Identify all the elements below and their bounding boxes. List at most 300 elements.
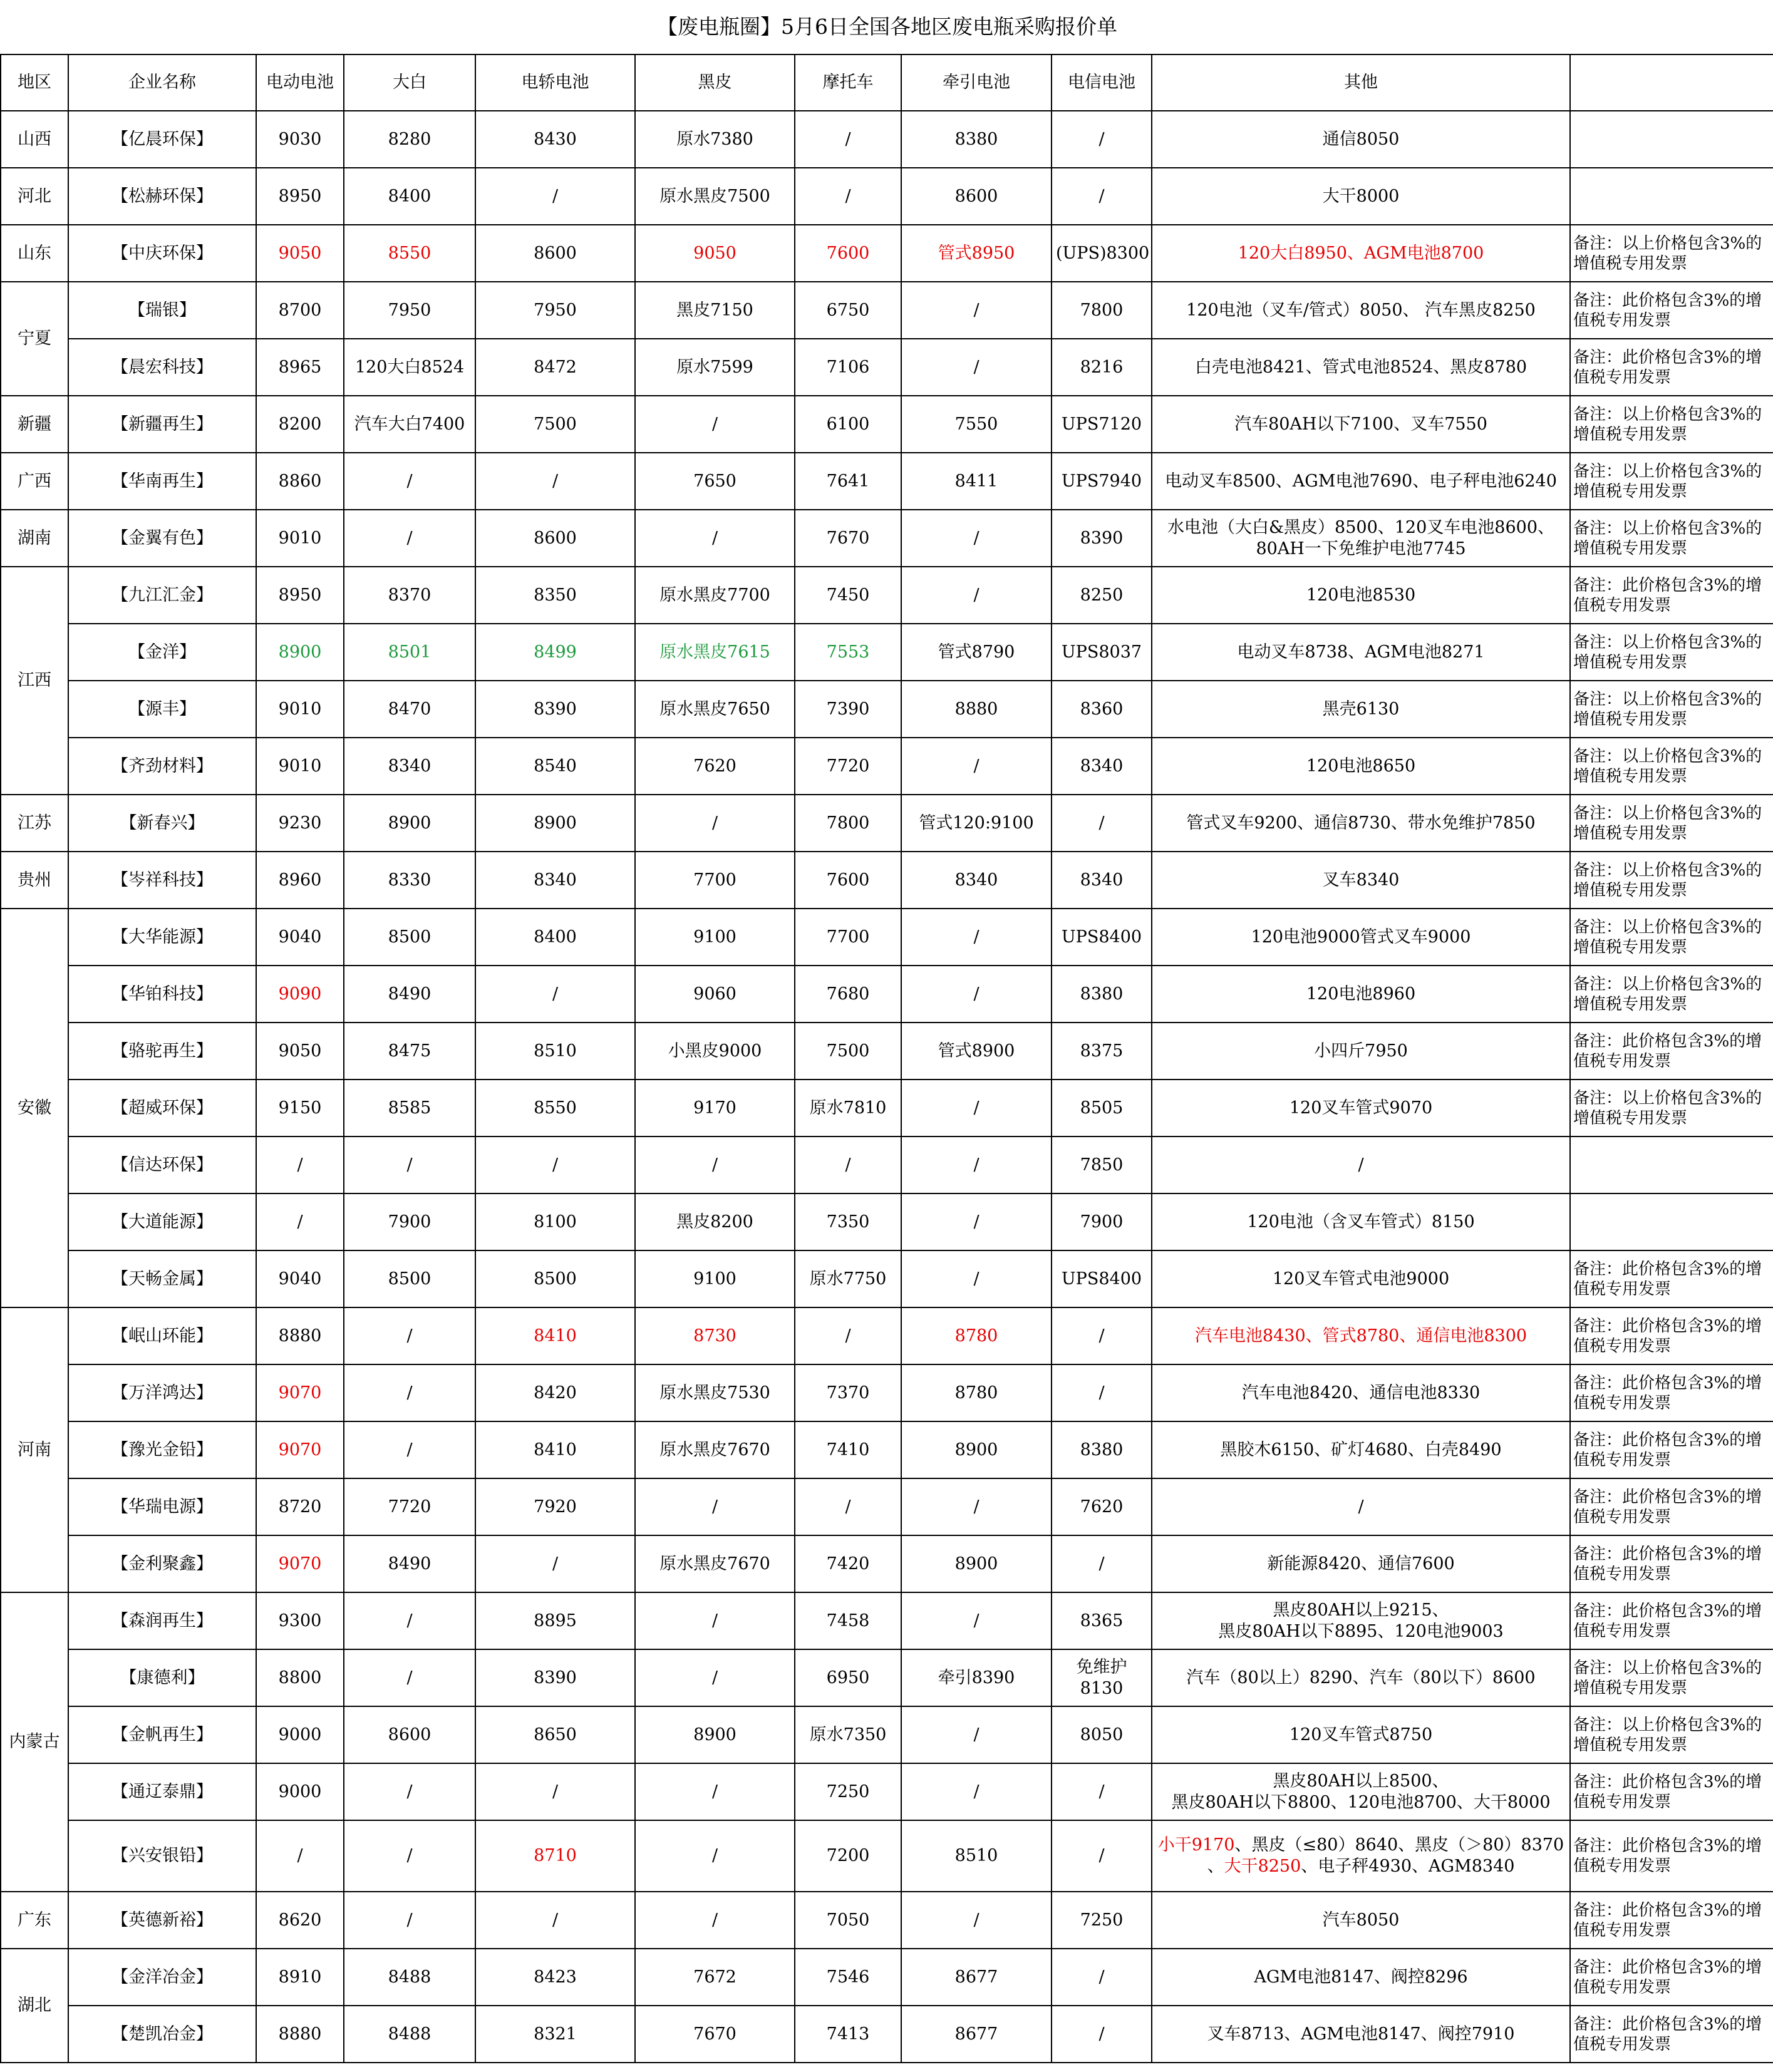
traction-battery-cell: /	[901, 1137, 1052, 1193]
other-cell: 电动叉车8738、AGM电池8271	[1152, 624, 1570, 681]
traction-battery-cell: 8677	[901, 1949, 1052, 2006]
car-battery-cell: 8100	[475, 1193, 635, 1250]
telecom-battery-cell: UPS7940	[1052, 453, 1152, 510]
dabai-cell: 7950	[344, 282, 475, 339]
heipi-cell: 原水黑皮7670	[635, 1535, 795, 1592]
heipi-cell: /	[635, 1137, 795, 1193]
header-other: 其他	[1152, 54, 1570, 111]
telecom-battery-cell: /	[1052, 168, 1152, 225]
telecom-battery-cell: 7900	[1052, 1193, 1152, 1250]
telecom-battery-cell: 7850	[1052, 1137, 1152, 1193]
table-row	[1, 1592, 1773, 1649]
region-cell: 山东	[1, 225, 68, 282]
company-cell: 【齐劲材料】	[68, 738, 256, 795]
other-cell: 120电池8530	[1152, 567, 1570, 624]
telecom-battery-cell: /	[1052, 1820, 1152, 1892]
other-cell: AGM电池8147、阀控8296	[1152, 1949, 1570, 2006]
note-cell: 备注：以上价格包含3%的增值税专用发票	[1570, 852, 1773, 909]
telecom-battery-cell: UPS7120	[1052, 396, 1152, 453]
electric-battery-cell: 9090	[256, 966, 344, 1023]
electric-battery-cell: 9300	[256, 1592, 344, 1649]
motorcycle-cell: 6950	[795, 1649, 901, 1706]
header-row	[1, 54, 1773, 111]
table-row	[1, 1023, 1773, 1080]
note-cell: 备注：以上价格包含3%的增值税专用发票	[1570, 1706, 1773, 1763]
electric-battery-cell: /	[256, 1137, 344, 1193]
telecom-battery-cell: UPS8400	[1052, 1250, 1152, 1307]
traction-battery-cell: 8510	[901, 1820, 1052, 1892]
telecom-battery-cell: UPS8400	[1052, 909, 1152, 966]
traction-battery-cell: 管式8950	[901, 225, 1052, 282]
header-electric-battery: 电动电池	[256, 54, 344, 111]
traction-battery-cell: 管式120:9100	[901, 795, 1052, 852]
car-battery-cell: 8390	[475, 681, 635, 738]
car-battery-cell: 8895	[475, 1592, 635, 1649]
car-battery-cell: 8400	[475, 909, 635, 966]
header-car-battery: 电轿电池	[475, 54, 635, 111]
car-battery-cell: 7500	[475, 396, 635, 453]
region-cell: 广西	[1, 453, 68, 510]
company-cell: 【华瑞电源】	[68, 1478, 256, 1535]
note-cell	[1570, 1193, 1773, 1250]
region-cell: 湖北	[1, 1949, 68, 2063]
electric-battery-cell: 8720	[256, 1478, 344, 1535]
dabai-cell: 汽车大白7400	[344, 396, 475, 453]
motorcycle-cell: 7250	[795, 1763, 901, 1820]
table-row	[1, 1535, 1773, 1592]
table-row	[1, 1307, 1773, 1364]
other-cell: 120电池（叉车/管式）8050、 汽车黑皮8250	[1152, 282, 1570, 339]
region-cell: 安徽	[1, 909, 68, 1307]
company-cell: 【兴安银铅】	[68, 1820, 256, 1892]
company-cell: 【通辽泰鼎】	[68, 1763, 256, 1820]
telecom-battery-cell: /	[1052, 1307, 1152, 1364]
header-traction-battery: 牵引电池	[901, 54, 1052, 111]
other-cell: 汽车电池8420、通信电池8330	[1152, 1364, 1570, 1421]
telecom-battery-cell: UPS8037	[1052, 624, 1152, 681]
company-cell: 【豫光金铅】	[68, 1421, 256, 1478]
car-battery-cell: 8550	[475, 1080, 635, 1137]
motorcycle-cell: /	[795, 1307, 901, 1364]
motorcycle-cell: 原水7750	[795, 1250, 901, 1307]
motorcycle-cell: 7680	[795, 966, 901, 1023]
dabai-cell: /	[344, 510, 475, 567]
region-cell: 河北	[1, 168, 68, 225]
car-battery-cell: /	[475, 1763, 635, 1820]
motorcycle-cell: 7350	[795, 1193, 901, 1250]
heipi-cell: 原水黑皮7700	[635, 567, 795, 624]
table-row	[1, 396, 1773, 453]
company-cell: 【金利聚鑫】	[68, 1535, 256, 1592]
heipi-cell: 9050	[635, 225, 795, 282]
electric-battery-cell: 8880	[256, 2006, 344, 2063]
note-cell: 备注：以上价格包含3%的增值税专用发票	[1570, 396, 1773, 453]
region-cell: 广东	[1, 1892, 68, 1949]
other-cell: 汽车80AH以下7100、叉车7550	[1152, 396, 1570, 453]
dabai-cell: 8490	[344, 1535, 475, 1592]
motorcycle-cell: 7458	[795, 1592, 901, 1649]
dabai-cell: 8585	[344, 1080, 475, 1137]
other-cell: 黑胶木6150、矿灯4680、白壳8490	[1152, 1421, 1570, 1478]
company-cell: 【九江汇金】	[68, 567, 256, 624]
table-row	[1, 681, 1773, 738]
car-battery-cell: 8900	[475, 795, 635, 852]
dabai-cell: 8501	[344, 624, 475, 681]
other-cell: /	[1152, 1478, 1570, 1535]
traction-battery-cell: 8340	[901, 852, 1052, 909]
company-cell: 【松赫环保】	[68, 168, 256, 225]
telecom-battery-cell: /	[1052, 1364, 1152, 1421]
telecom-battery-cell: 7250	[1052, 1892, 1152, 1949]
electric-battery-cell: 9070	[256, 1364, 344, 1421]
company-cell: 【信达环保】	[68, 1137, 256, 1193]
car-battery-cell: /	[475, 1535, 635, 1592]
table-row	[1, 2006, 1773, 2063]
dabai-cell: /	[344, 1307, 475, 1364]
electric-battery-cell: 8860	[256, 453, 344, 510]
telecom-battery-cell: 8250	[1052, 567, 1152, 624]
company-cell: 【骆驼再生】	[68, 1023, 256, 1080]
traction-battery-cell: /	[901, 738, 1052, 795]
heipi-cell: 8730	[635, 1307, 795, 1364]
other-cell: 120电池9000管式叉车9000	[1152, 909, 1570, 966]
other-cell: 水电池（大白&黑皮）8500、120叉车电池8600、 80AH一下免维护电池7745	[1152, 510, 1570, 567]
table-row	[1, 225, 1773, 282]
table-row	[1, 795, 1773, 852]
company-cell: 【森润再生】	[68, 1592, 256, 1649]
car-battery-cell: 8350	[475, 567, 635, 624]
dabai-cell: /	[344, 1137, 475, 1193]
traction-battery-cell: /	[901, 1193, 1052, 1250]
motorcycle-cell: 原水7810	[795, 1080, 901, 1137]
electric-battery-cell: 9040	[256, 909, 344, 966]
motorcycle-cell: 7413	[795, 2006, 901, 2063]
company-cell: 【晨宏科技】	[68, 339, 256, 396]
company-cell: 【华铂科技】	[68, 966, 256, 1023]
telecom-battery-cell: /	[1052, 795, 1152, 852]
company-cell: 【华南再生】	[68, 453, 256, 510]
company-cell: 【大道能源】	[68, 1193, 256, 1250]
traction-battery-cell: 8900	[901, 1421, 1052, 1478]
telecom-battery-cell: 8365	[1052, 1592, 1152, 1649]
heipi-cell: /	[635, 795, 795, 852]
dabai-cell: /	[344, 1592, 475, 1649]
motorcycle-cell: 6750	[795, 282, 901, 339]
electric-battery-cell: 9010	[256, 510, 344, 567]
note-cell: 备注：此价格包含3%的增值税专用发票	[1570, 1535, 1773, 1592]
dabai-cell: /	[344, 1649, 475, 1706]
other-cell: 小四斤7950	[1152, 1023, 1570, 1080]
car-battery-cell: /	[475, 453, 635, 510]
electric-battery-cell: 9050	[256, 225, 344, 282]
motorcycle-cell: 7546	[795, 1949, 901, 2006]
car-battery-cell: 8430	[475, 111, 635, 168]
dabai-cell: 8400	[344, 168, 475, 225]
heipi-cell: 原水黑皮7500	[635, 168, 795, 225]
dabai-cell: 7720	[344, 1478, 475, 1535]
table-row	[1, 453, 1773, 510]
car-battery-cell: 8540	[475, 738, 635, 795]
electric-battery-cell: /	[256, 1820, 344, 1892]
electric-battery-cell: 9070	[256, 1535, 344, 1592]
electric-battery-cell: 8960	[256, 852, 344, 909]
electric-battery-cell: 8950	[256, 168, 344, 225]
other-cell: 电动叉车8500、AGM电池7690、电子秤电池6240	[1152, 453, 1570, 510]
region-cell: 湖南	[1, 510, 68, 567]
dabai-cell: 8280	[344, 111, 475, 168]
telecom-battery-cell: /	[1052, 1949, 1152, 2006]
other-cell: 黑皮80AH以上8500、 黑皮80AH以下8800、120电池8700、大干8000	[1152, 1763, 1570, 1820]
heipi-cell: 7620	[635, 738, 795, 795]
other-cell: 通信8050	[1152, 111, 1570, 168]
note-cell: 备注：此价格包含3%的增值税专用发票	[1570, 567, 1773, 624]
electric-battery-cell: 8200	[256, 396, 344, 453]
car-battery-cell: /	[475, 966, 635, 1023]
heipi-cell: /	[635, 510, 795, 567]
heipi-cell: /	[635, 1763, 795, 1820]
electric-battery-cell: 8700	[256, 282, 344, 339]
table-row	[1, 1649, 1773, 1706]
dabai-cell: 8500	[344, 909, 475, 966]
company-cell: 【岷山环能】	[68, 1307, 256, 1364]
company-cell: 【金翼有色】	[68, 510, 256, 567]
traction-battery-cell: /	[901, 1080, 1052, 1137]
electric-battery-cell: 9000	[256, 1706, 344, 1763]
telecom-battery-cell: 8050	[1052, 1706, 1152, 1763]
motorcycle-cell: 7050	[795, 1892, 901, 1949]
company-cell: 【金帆再生】	[68, 1706, 256, 1763]
dabai-cell: 8490	[344, 966, 475, 1023]
car-battery-cell: 8472	[475, 339, 635, 396]
note-cell: 备注：以上价格包含3%的增值税专用发票	[1570, 1649, 1773, 1706]
region-cell: 内蒙古	[1, 1592, 68, 1892]
note-cell: 备注：此价格包含3%的增值税专用发票	[1570, 1421, 1773, 1478]
traction-battery-cell: 8780	[901, 1307, 1052, 1364]
other-cell: 叉车8340	[1152, 852, 1570, 909]
traction-battery-cell: /	[901, 282, 1052, 339]
note-cell: 备注：以上价格包含3%的增值税专用发票	[1570, 966, 1773, 1023]
motorcycle-cell: 6100	[795, 396, 901, 453]
header-note	[1570, 54, 1773, 111]
table-row	[1, 852, 1773, 909]
other-cell: 新能源8420、通信7600	[1152, 1535, 1570, 1592]
table-row	[1, 909, 1773, 966]
motorcycle-cell: 7600	[795, 852, 901, 909]
other-cell: 黑壳6130	[1152, 681, 1570, 738]
car-battery-cell: 8600	[475, 225, 635, 282]
note-cell	[1570, 111, 1773, 168]
motorcycle-cell: 7420	[795, 1535, 901, 1592]
car-battery-cell: 8340	[475, 852, 635, 909]
region-cell: 新疆	[1, 396, 68, 453]
motorcycle-cell: 7450	[795, 567, 901, 624]
other-cell: /	[1152, 1137, 1570, 1193]
electric-battery-cell: 9010	[256, 681, 344, 738]
traction-battery-cell: 管式8900	[901, 1023, 1052, 1080]
table-row	[1, 510, 1773, 567]
heipi-cell: 原水7599	[635, 339, 795, 396]
table-row	[1, 567, 1773, 624]
telecom-battery-cell: 8380	[1052, 966, 1152, 1023]
telecom-battery-cell: /	[1052, 1535, 1152, 1592]
company-cell: 【万洋鸿达】	[68, 1364, 256, 1421]
traction-battery-cell: 8380	[901, 111, 1052, 168]
table-row	[1, 111, 1773, 168]
table-row	[1, 966, 1773, 1023]
sheet-title: 【废电瓶圈】5月6日全国各地区废电瓶采购报价单	[1, 0, 1773, 54]
region-cell: 山西	[1, 111, 68, 168]
motorcycle-cell: 7390	[795, 681, 901, 738]
other-cell: 120电池（含叉车管式）8150	[1152, 1193, 1570, 1250]
company-cell: 【金洋】	[68, 624, 256, 681]
other-cell: 白壳电池8421、管式电池8524、黑皮8780	[1152, 339, 1570, 396]
car-battery-cell: 8410	[475, 1421, 635, 1478]
electric-battery-cell: 8880	[256, 1307, 344, 1364]
telecom-battery-cell: 8390	[1052, 510, 1152, 567]
dabai-cell: /	[344, 1763, 475, 1820]
telecom-battery-cell: /	[1052, 111, 1152, 168]
note-cell: 备注：以上价格包含3%的增值税专用发票	[1570, 795, 1773, 852]
heipi-cell: 7672	[635, 1949, 795, 2006]
traction-battery-cell: /	[901, 567, 1052, 624]
other-cell: 汽车8050	[1152, 1892, 1570, 1949]
electric-battery-cell: 9230	[256, 795, 344, 852]
car-battery-cell: /	[475, 1892, 635, 1949]
electric-battery-cell: 8950	[256, 567, 344, 624]
motorcycle-cell: /	[795, 168, 901, 225]
traction-battery-cell: /	[901, 1592, 1052, 1649]
motorcycle-cell: 7553	[795, 624, 901, 681]
traction-battery-cell: 8411	[901, 453, 1052, 510]
table-row	[1, 168, 1773, 225]
electric-battery-cell: 9050	[256, 1023, 344, 1080]
dabai-cell: 8370	[344, 567, 475, 624]
electric-battery-cell: /	[256, 1193, 344, 1250]
company-cell: 【瑞银】	[68, 282, 256, 339]
table-row	[1, 1137, 1773, 1193]
telecom-battery-cell: 8340	[1052, 852, 1152, 909]
traction-battery-cell: /	[901, 966, 1052, 1023]
company-cell: 【岑祥科技】	[68, 852, 256, 909]
table-row	[1, 1080, 1773, 1137]
motorcycle-cell: 原水7350	[795, 1706, 901, 1763]
heipi-cell: 7700	[635, 852, 795, 909]
dabai-cell: 8488	[344, 1949, 475, 2006]
motorcycle-cell: 7500	[795, 1023, 901, 1080]
traction-battery-cell: 8600	[901, 168, 1052, 225]
note-cell: 备注：此价格包含3%的增值税专用发票	[1570, 339, 1773, 396]
note-cell: 备注：以上价格包含3%的增值税专用发票	[1570, 909, 1773, 966]
electric-battery-cell: 9000	[256, 1763, 344, 1820]
traction-battery-cell: /	[901, 1706, 1052, 1763]
other-cell: 管式叉车9200、通信8730、带水免维护7850	[1152, 795, 1570, 852]
other-cell: 小干9170、黑皮（≤80）8640、黑皮（＞80）8370 、大干8250、电子秤4930、AGM8340	[1152, 1820, 1570, 1892]
electric-battery-cell: 8620	[256, 1892, 344, 1949]
table-row	[1, 1763, 1773, 1820]
company-cell: 【大华能源】	[68, 909, 256, 966]
traction-battery-cell: 牵引8390	[901, 1649, 1052, 1706]
traction-battery-cell: 7550	[901, 396, 1052, 453]
motorcycle-cell: /	[795, 111, 901, 168]
dabai-cell: 120大白8524	[344, 339, 475, 396]
note-cell: 备注：以上价格包含3%的增值税专用发票	[1570, 738, 1773, 795]
note-cell: 备注：以上价格包含3%的增值税专用发票	[1570, 1080, 1773, 1137]
telecom-battery-cell: 8340	[1052, 738, 1152, 795]
note-cell	[1570, 1137, 1773, 1193]
heipi-cell: /	[635, 396, 795, 453]
table-row	[1, 1364, 1773, 1421]
dabai-cell: 8475	[344, 1023, 475, 1080]
motorcycle-cell: 7641	[795, 453, 901, 510]
telecom-battery-cell: /	[1052, 2006, 1152, 2063]
dabai-cell: 8600	[344, 1706, 475, 1763]
car-battery-cell: 8510	[475, 1023, 635, 1080]
heipi-cell: 黑皮7150	[635, 282, 795, 339]
note-cell: 备注：以上价格包含3%的增值税专用发票	[1570, 453, 1773, 510]
company-cell: 【英德新裕】	[68, 1892, 256, 1949]
note-cell: 备注：此价格包含3%的增值税专用发票	[1570, 1892, 1773, 1949]
telecom-battery-cell: 免维护8130	[1052, 1649, 1152, 1706]
traction-battery-cell: /	[901, 510, 1052, 567]
heipi-cell: 7650	[635, 453, 795, 510]
motorcycle-cell: /	[795, 1478, 901, 1535]
electric-battery-cell: 9010	[256, 738, 344, 795]
table-row	[1, 1421, 1773, 1478]
table-row	[1, 1193, 1773, 1250]
note-cell: 备注：以上价格包含3%的增值税专用发票	[1570, 681, 1773, 738]
region-cell: 江苏	[1, 795, 68, 852]
other-cell: 120叉车管式9070	[1152, 1080, 1570, 1137]
company-cell: 【天畅金属】	[68, 1250, 256, 1307]
heipi-cell: /	[635, 1892, 795, 1949]
telecom-battery-cell: 8380	[1052, 1421, 1152, 1478]
other-cell: 120电池8650	[1152, 738, 1570, 795]
dabai-cell: 8340	[344, 738, 475, 795]
heipi-cell: /	[635, 1820, 795, 1892]
motorcycle-cell: 7410	[795, 1421, 901, 1478]
heipi-cell: 7670	[635, 2006, 795, 2063]
dabai-cell: 8488	[344, 2006, 475, 2063]
motorcycle-cell: 7670	[795, 510, 901, 567]
car-battery-cell: 8650	[475, 1706, 635, 1763]
other-cell: 120大白8950、AGM电池8700	[1152, 225, 1570, 282]
electric-battery-cell: 9030	[256, 111, 344, 168]
traction-battery-cell: 8900	[901, 1535, 1052, 1592]
electric-battery-cell: 9070	[256, 1421, 344, 1478]
dabai-cell: 8550	[344, 225, 475, 282]
dabai-cell: 8470	[344, 681, 475, 738]
note-cell: 备注：此价格包含3%的增值税专用发票	[1570, 1250, 1773, 1307]
header-dabai: 大白	[344, 54, 475, 111]
heipi-cell: 原水黑皮7615	[635, 624, 795, 681]
dabai-cell: 7900	[344, 1193, 475, 1250]
table-row	[1, 1478, 1773, 1535]
heipi-cell: 8900	[635, 1706, 795, 1763]
car-battery-cell: 8600	[475, 510, 635, 567]
table-row	[1, 339, 1773, 396]
electric-battery-cell: 8965	[256, 339, 344, 396]
car-battery-cell: 8499	[475, 624, 635, 681]
table-row	[1, 1949, 1773, 2006]
note-cell: 备注：此价格包含3%的增值税专用发票	[1570, 1949, 1773, 2006]
note-cell: 备注：此价格包含3%的增值税专用发票	[1570, 1364, 1773, 1421]
car-battery-cell: 7950	[475, 282, 635, 339]
telecom-battery-cell: 8505	[1052, 1080, 1152, 1137]
header-heipi: 黑皮	[635, 54, 795, 111]
note-cell	[1570, 168, 1773, 225]
other-cell: 120电池8960	[1152, 966, 1570, 1023]
other-cell: 黑皮80AH以上9215、 黑皮80AH以下8895、120电池9003	[1152, 1592, 1570, 1649]
